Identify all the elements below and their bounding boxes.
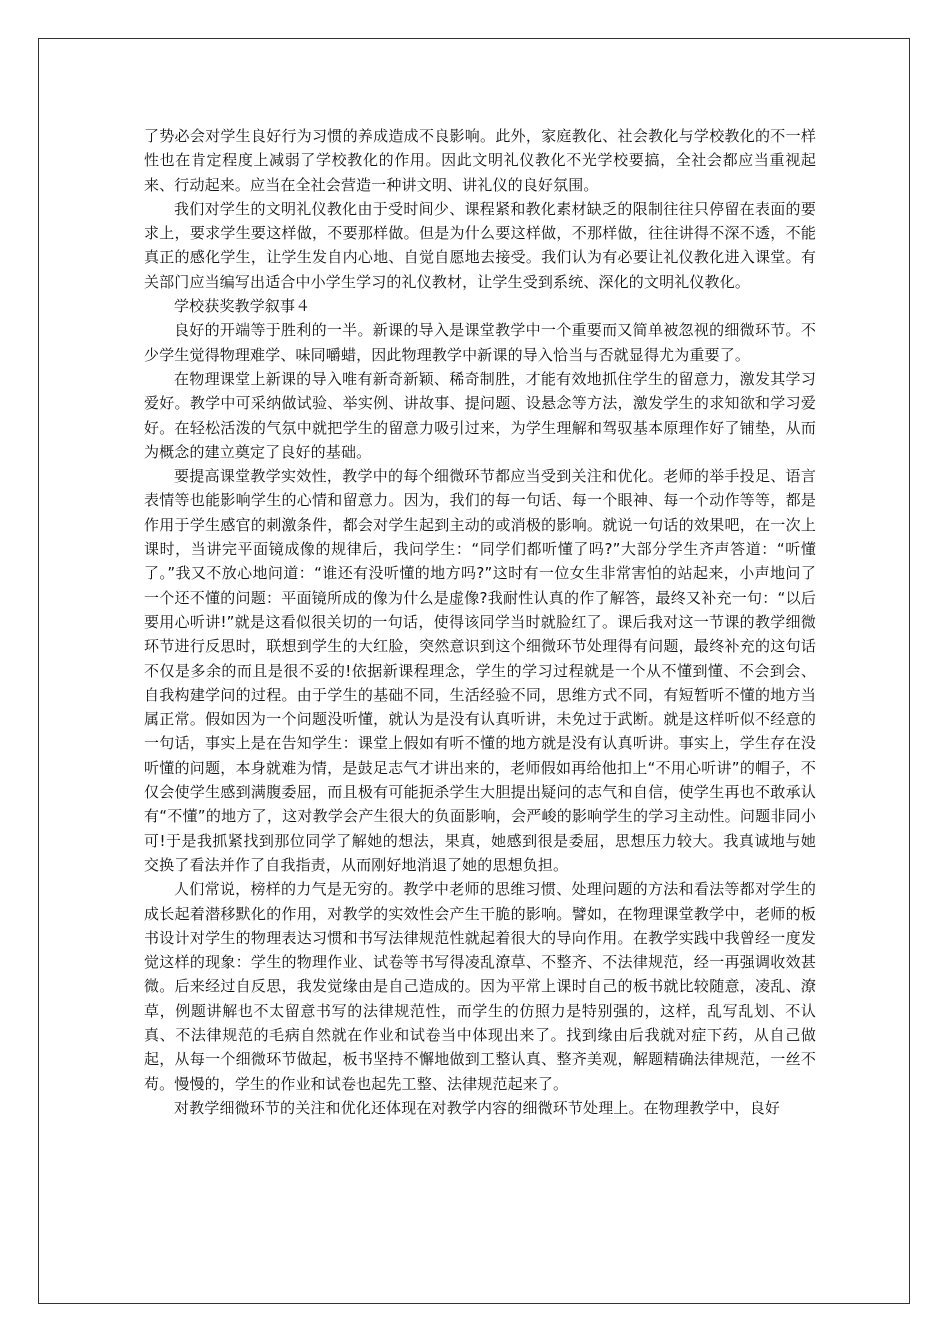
paragraph: 我们对学生的文明礼仪教化由于受时间少、课程紧和教化素材缺乏的限制往往只停留在表面的要求上，要求学生要这样做，不要那样做。但是为什么要这样做，不那样做，往往讲得不深不透，不能真正的感化学生，让学生发自内心地、自觉自愿地去接受。我们认为有必要让礼仪教化进入课堂。有关部门应当编写出适合中小学生学习的礼仪教材，让学生受到系统、深化的文明礼仪教化。 [144,199,816,291]
paragraph: 人们常说，榜样的力气是无穷的。教学中老师的思维习惯、处理问题的方法和看法等都对学生的成长起着潜移默化的作用，对教学的实效性会产生干脆的影响。譬如，在物理课堂教学中，老师的板书设计对学生的物理表达习惯和书写法律规范性就起着很大的导向作用。在教学实践中我曾经一度发觉这样的现象：学生的物理作业、试卷等书写得凌乱潦草、不整齐、不法律规范，经一再强调收效甚微。后来经过自反思，我发觉缘由是自己造成的。因为平常上课时自己的板书就比较随意，凌乱、潦草，例题讲解也不太留意书写的法律规范性，而学生的仿照力是特别强的，这样，乱写乱划、不认真、不法律规范的毛病自然就在作业和试卷当中体现出来了。找到缘由后我就对症下药，从自己做起，从每一个细微环节做起，板书坚持不懈地做到工整认真、整齐美观，解题精确法律规范，一丝不苟。慢慢的，学生的作业和试卷也起先工整、法律规范起来了。 [144,880,816,1093]
paragraph-continuation: 了势必会对学生良好行为习惯的养成造成不良影响。此外，家庭教化、社会教化与学校教化的不一样性也在肯定程度上减弱了学校教化的作用。因此文明礼仪教化不光学校要搞，全社会都应当重视起来、行动起来。应当在全社会营造一种讲文明、讲礼仪的良好氛围。 [144,127,816,194]
paragraph: 在物理课堂上新课的导入唯有新奇新颖、稀奇制胜，才能有效地抓住学生的留意力，激发其学习爱好。教学中可采纳做试验、举实例、讲故事、提问题、设悬念等方法，激发学生的求知欲和学习爱好。在轻松活泼的气氛中就把学生的留意力吸引过来，为学生理解和驾驭基本原理作好了铺垫，从而为概念的建立奠定了良好的基础。 [144,369,816,461]
paragraph: 良好的开端等于胜利的一半。新课的导入是课堂教学中一个重要而又简单被忽视的细微环节。不少学生觉得物理难学、味同嚼蜡，因此物理教学中新课的导入恰当与否就显得尤为重要了。 [144,321,816,364]
paragraph: 要提高课堂教学实效性，教学中的每个细微环节都应当受到关注和优化。老师的举手投足、语言表情等也能影响学生的心情和留意力。因为，我们的每一句话、每一个眼神、每一个动作等等，都是作用于学生感官的刺激条件，都会对学生起到主动的或消极的影响。就说一句话的效果吧，在一次上课时，当讲完平面镜成像的规律后，我问学生：“同学们都听懂了吗?”大部分学生齐声答道：“听懂了。”我又不放心地问道：“谁还有没听懂的地方吗?”这时有一位女生非常害怕的站起来，小声地问了一个还不懂的问题：平面镜所成的像为什么是虚像?我耐性认真的作了解答，最终又补充一句：“以后要用心听讲!”就是这看似很关切的一句话，使得该同学当时就脸红了。课后我对这一节课的教学细微环节进行反思时，联想到学生的大红脸，突然意识到这个细微环节处理得有问题，最终补充的这句话不仅是多余的而且是很不妥的!依据新课程理念，学生的学习过程就是一个从不懂到懂、不会到会、自我构建学问的过程。由于学生的基础不同，生活经验不同，思维方式不同，有短暂听不懂的地方当属正常。假如因为一个问题没听懂，就认为是没有认真听讲，未免过于武断。就是这样听似不经意的一句话，事实上是在告知学生：课堂上假如有听不懂的地方就是没有认真听讲。事实上，学生存在没听懂的问题，本身就难为情，是鼓足志气才讲出来的，老师假如再给他扣上“不用心听讲”的帽子，不仅会使学生感到满腹委屈，而且极有可能扼杀学生大胆提出疑问的志气和自信，使学生再也不敢承认有“不懂”的地方了，这对教学会产生很大的负面影响，会严峻的影响学生的学习主动性。问题非同小可!于是我抓紧找到那位同学了解她的想法，果真，她感到很是委屈，思想压力较大。我真诚地与她交换了看法并作了自我指责，从而刚好地消退了她的思想负担。 [144,467,816,874]
paragraph: 对教学细微环节的关注和优化还体现在对教学内容的细微环节处理上。在物理教学中，良好 [174,1098,781,1117]
section-heading: 学校获奖教学叙事４ [174,297,311,316]
document-body [144,124,816,1120]
